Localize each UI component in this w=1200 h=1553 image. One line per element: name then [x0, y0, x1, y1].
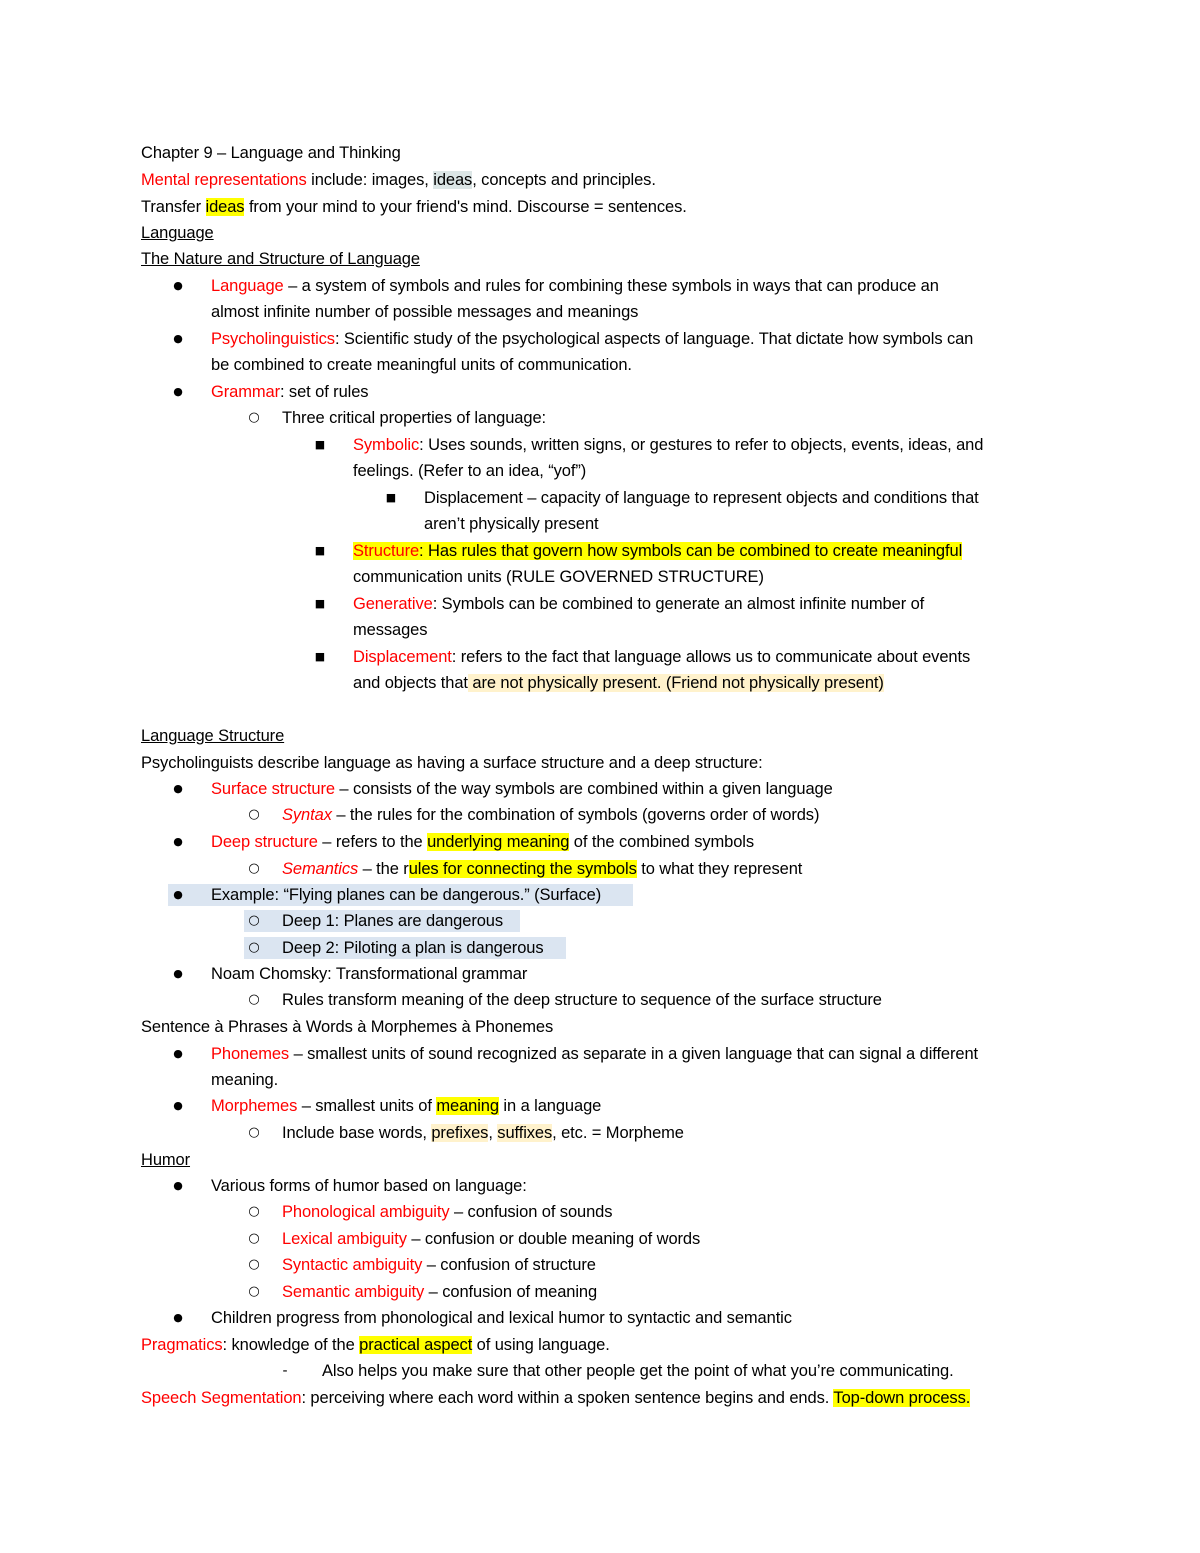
line-speech-segmentation [141, 1387, 970, 1409]
bullet-filled: ● [173, 888, 183, 901]
term-syntactic-ambiguity: Syntactic ambiguity [282, 1256, 423, 1274]
term-semantics: Semantics [282, 860, 359, 878]
line-children-progress: Children progress from phonological and lexical humor to syntactic and semantic [211, 1309, 792, 1327]
term-structure: Structure [353, 542, 420, 560]
bullet-open: ○ [248, 992, 260, 1007]
bullet-open: ○ [248, 913, 260, 928]
line-sentence-hierarchy: Sentence à Phrases à Words à Morphemes à Phonemes [141, 1018, 554, 1036]
heading-humor: Humor [141, 1151, 191, 1169]
line-grammar [211, 381, 368, 403]
line-example: Example: “Flying planes can be dangerous.” (Surface) [211, 886, 602, 904]
text: – confusion of meaning [424, 1283, 598, 1301]
line-generative-cont: messages [353, 621, 428, 639]
text: include: images, [306, 171, 434, 189]
line-phonemes-cont: meaning. [211, 1071, 279, 1089]
bullet-open: ○ [248, 410, 260, 425]
line-generative [353, 593, 924, 615]
text: Include base words, [282, 1124, 432, 1142]
term-lexical-ambiguity: Lexical ambiguity [282, 1230, 407, 1248]
line-include-base-words [282, 1122, 684, 1144]
bullet-filled: ● [173, 835, 183, 848]
highlight-not-present: are not physically present. (Friend not physically present) [467, 674, 884, 692]
bullet-open: ○ [248, 861, 260, 876]
bullet-dash: - [282, 1363, 288, 1379]
line-displacement-cont [353, 672, 884, 694]
term-psycholinguistics: Psycholinguistics [211, 330, 335, 348]
line-three-properties: Three critical properties of language: [282, 409, 547, 427]
text: – smallest units of sound recognized as separate in a given language that can signal a different [289, 1045, 979, 1063]
heading-language-structure: Language Structure [141, 727, 285, 745]
line-deep-2: Deep 2: Piloting a plan is dangerous [282, 939, 544, 957]
bullet-square: ■ [314, 438, 326, 451]
line-phonemes [211, 1043, 978, 1065]
bullet-filled: ● [173, 967, 183, 980]
bullet-open: ○ [248, 1125, 260, 1140]
bullet-filled: ● [173, 782, 183, 795]
bullet-filled: ● [173, 1311, 183, 1324]
term-syntax: Syntax [282, 806, 332, 824]
highlight-ideas: ideas [205, 198, 245, 216]
term-speech-segmentation: Speech Segmentation [141, 1389, 302, 1407]
text: and objects that [353, 674, 468, 692]
term-language: Language [211, 277, 284, 295]
text: – the r [358, 860, 409, 878]
bullet-filled: ● [173, 1047, 183, 1060]
term-grammar: Grammar [211, 383, 280, 401]
bullet-filled: ● [173, 1099, 183, 1112]
bullet-square: ■ [385, 491, 397, 504]
highlight-rules-connecting: ules for connecting the symbols [408, 860, 637, 878]
bullet-open: ○ [248, 807, 260, 822]
bullet-open: ○ [248, 1257, 260, 1272]
line-psycholinguists-describe: Psycholinguists describe language as having a surface structure and a deep structure: [141, 754, 763, 772]
line-displacement [353, 646, 970, 668]
term-generative: Generative [353, 595, 433, 613]
text: : refers to the fact that language allows us to communicate about events [451, 648, 971, 666]
text: , [488, 1124, 498, 1142]
text: – consists of the way symbols are combined within a given language [334, 780, 833, 798]
bullet-filled: ● [173, 279, 183, 292]
term-mental-representations: Mental representations [141, 171, 307, 189]
term-displacement: Displacement [353, 648, 452, 666]
line-humor-forms: Various forms of humor based on language: [211, 1177, 527, 1195]
bullet-open: ○ [248, 1204, 260, 1219]
term-phonological-ambiguity: Phonological ambiguity [282, 1203, 450, 1221]
line-phonological-ambiguity [282, 1201, 612, 1223]
line-structure [353, 540, 962, 562]
heading-nature-structure: The Nature and Structure of Language [141, 250, 420, 268]
text: from your mind to your friend's mind. Discourse = sentences. [244, 198, 687, 216]
line-displacement-sub: Displacement – capacity of language to represent objects and conditions that [424, 489, 979, 507]
bullet-square: ■ [314, 597, 326, 610]
line-lexical-ambiguity [282, 1228, 700, 1250]
text: of the combined symbols [569, 833, 755, 851]
text: : Uses sounds, written signs, or gestures to refer to objects, events, ideas, and [419, 436, 984, 454]
line-pragmatics [141, 1334, 610, 1356]
text: : Scientific study of the psychological aspects of language. That dictate how symbols can [334, 330, 974, 348]
text: : knowledge of the [222, 1336, 360, 1354]
bullet-open: ○ [248, 1284, 260, 1299]
term-surface-structure: Surface structure [211, 780, 335, 798]
line-displacement-sub-cont: aren’t physically present [424, 515, 599, 533]
line-language-def [211, 275, 939, 297]
bullet-filled: ● [173, 1179, 183, 1192]
line-also-helps: Also helps you make sure that other people get the point of what you’re communicating. [322, 1362, 954, 1380]
bullet-square: ■ [314, 650, 326, 663]
bullet-open: ○ [248, 1231, 260, 1246]
line-structure-cont: communication units (RULE GOVERNED STRUCTURE) [353, 568, 764, 586]
heading-language: Language [141, 224, 214, 242]
term-phonemes: Phonemes [211, 1045, 290, 1063]
highlight-prefixes: prefixes [431, 1124, 489, 1142]
bullet-open: ○ [248, 940, 260, 955]
bullet-square: ■ [314, 544, 326, 557]
line-mental-representations [141, 169, 656, 191]
text: , concepts and principles. [472, 171, 656, 189]
highlight-structure-def: : Has rules that govern how symbols can be combined to create meaningful [419, 542, 963, 560]
line-deep-structure [211, 831, 754, 853]
text: – confusion or double meaning of words [406, 1230, 701, 1248]
line-psycholinguistics [211, 328, 973, 350]
term-deep-structure: Deep structure [211, 833, 318, 851]
line-symbolic [353, 434, 983, 456]
text: , etc. = Morpheme [552, 1124, 684, 1142]
text: in a language [498, 1097, 602, 1115]
line-semantic-ambiguity [282, 1281, 597, 1303]
line-symbolic-cont: feelings. (Refer to an idea, “yof”) [353, 462, 587, 480]
text: – refers to the [317, 833, 428, 851]
page-title: Chapter 9 – Language and Thinking [141, 144, 401, 162]
line-chomsky: Noam Chomsky: Transformational grammar [211, 965, 528, 983]
text: of using language. [472, 1336, 610, 1354]
text: – confusion of structure [422, 1256, 596, 1274]
line-syntactic-ambiguity [282, 1254, 596, 1276]
line-transfer-ideas [141, 196, 687, 218]
term-pragmatics: Pragmatics [141, 1336, 223, 1354]
line-morphemes [211, 1095, 601, 1117]
text: : Symbols can be combined to generate an almost infinite number of [432, 595, 925, 613]
term-symbolic: Symbolic [353, 436, 420, 454]
term-semantic-ambiguity: Semantic ambiguity [282, 1283, 425, 1301]
highlight-meaning: meaning [436, 1097, 499, 1115]
line-deep-1: Deep 1: Planes are dangerous [282, 912, 504, 930]
line-surface-structure [211, 778, 833, 800]
bullet-filled: ● [173, 385, 183, 398]
line-psycholinguistics-cont: be combined to create meaningful units of communication. [211, 356, 632, 374]
highlight-top-down: Top-down process. [833, 1389, 971, 1407]
line-rules-transform: Rules transform meaning of the deep structure to sequence of the surface structure [282, 991, 882, 1009]
highlight-suffixes: suffixes [497, 1124, 553, 1142]
text: : perceiving where each word within a spoken sentence begins and ends. [301, 1389, 834, 1407]
highlight-underlying-meaning: underlying meaning [427, 833, 570, 851]
text: to what they represent [636, 860, 803, 878]
text: – the rules for the combination of symbols (governs order of words) [331, 806, 820, 824]
highlight-ideas: ideas [433, 171, 473, 189]
text: – a system of symbols and rules for combining these symbols in ways that can produce an [283, 277, 939, 295]
bullet-filled: ● [173, 332, 183, 345]
text: – confusion of sounds [449, 1203, 613, 1221]
text: – smallest units of [297, 1097, 437, 1115]
term-morphemes: Morphemes [211, 1097, 298, 1115]
text: Transfer [141, 198, 206, 216]
line-syntax [282, 804, 819, 826]
line-semantics [282, 858, 802, 880]
line-language-def-cont: almost infinite number of possible messages and meanings [211, 303, 639, 321]
text: : set of rules [279, 383, 369, 401]
highlight-practical-aspect: practical aspect [359, 1336, 473, 1354]
